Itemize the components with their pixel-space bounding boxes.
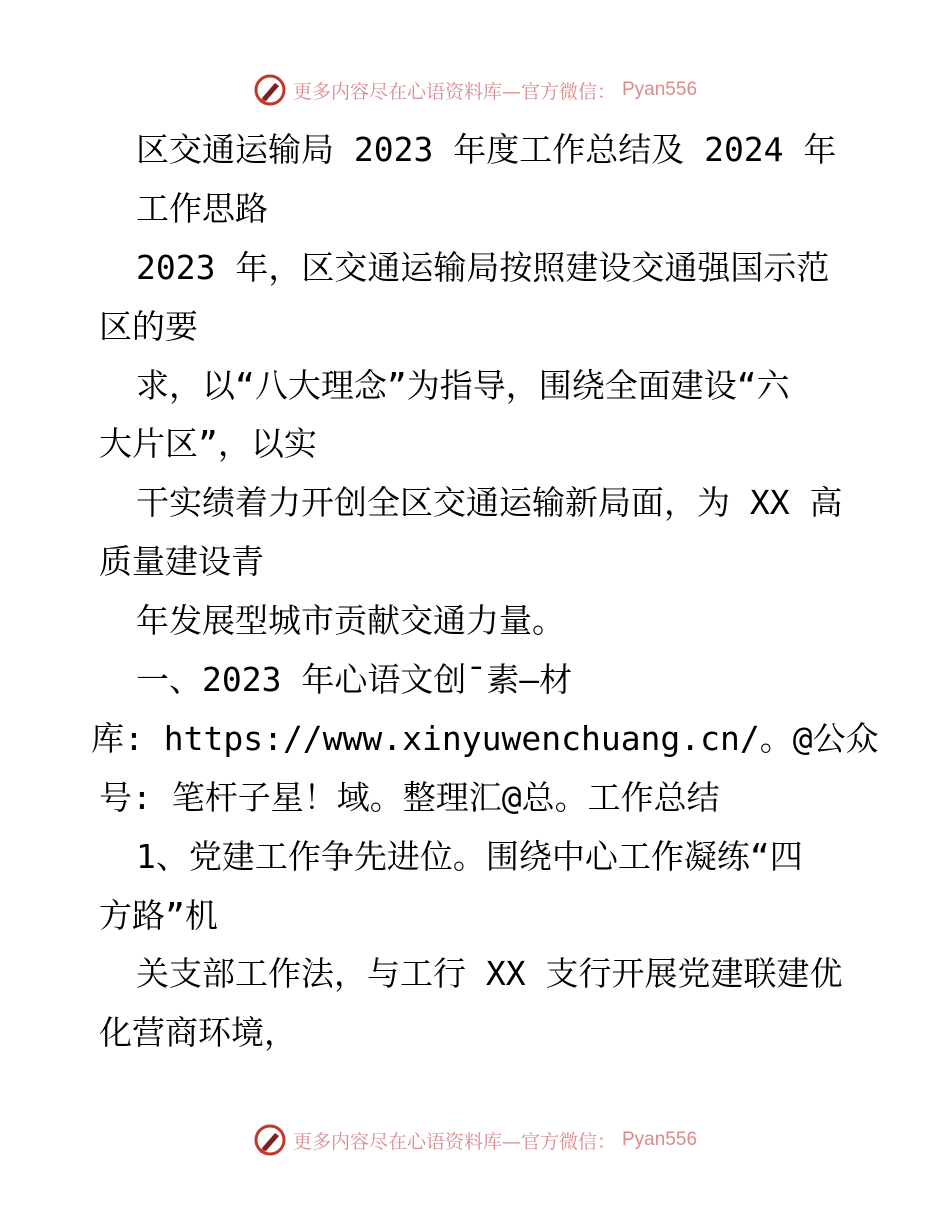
banner-wechat-id: Pyan556 <box>622 1129 698 1150</box>
paragraph-line: 2023 年，区交通运输局按照建设交通强国示范 <box>136 247 830 287</box>
document-title-line-2: 工作思路 <box>136 188 268 228</box>
pen-logo-icon <box>253 73 287 107</box>
paragraph-line: 干实绩着力开创全区交通运输新局面，为 XX 高 <box>136 483 843 523</box>
paragraph-line: 方路”机 <box>99 895 218 935</box>
paragraph-line: 1、党建工作争先进位。围绕中心工作凝练“四 <box>136 836 803 876</box>
paragraph-line: 年发展型城市贡献交通力量。 <box>136 601 565 641</box>
section-heading-line: 一、2023 年心语文创¯素—材 <box>136 660 573 700</box>
document-body <box>91 121 879 1063</box>
paragraph-line: 库: https://www.xinyuwenchuang.cn/。@公众 <box>91 718 879 758</box>
paragraph-line: 号: 笔杆子星！域。整理汇@总。工作总结 <box>99 777 720 817</box>
document-title-line-1: 区交通运输局 2023 年度工作总结及 2024 年 <box>136 130 837 169</box>
banner-wechat-id: Pyan556 <box>622 79 698 100</box>
footer-banner <box>0 1120 950 1160</box>
paragraph-line: 求，以“八大理念”为指导，围绕全面建设“六 <box>136 365 790 405</box>
paragraph-line: 大片区”，以实 <box>99 424 317 464</box>
banner-promo-text: 更多内容尽在心语资料库—官方微信： <box>292 80 616 103</box>
paragraph-line: 质量建设青 <box>99 542 264 582</box>
paragraph-line: 化营商环境， <box>99 1013 297 1053</box>
paragraph-line: 区的要 <box>99 306 198 346</box>
header-banner <box>0 70 950 110</box>
paragraph-line: 关支部工作法，与工行 XX 支行开展党建联建优 <box>136 954 843 994</box>
pen-logo-icon <box>253 1123 287 1157</box>
banner-promo-text: 更多内容尽在心语资料库—官方微信： <box>292 1130 616 1153</box>
